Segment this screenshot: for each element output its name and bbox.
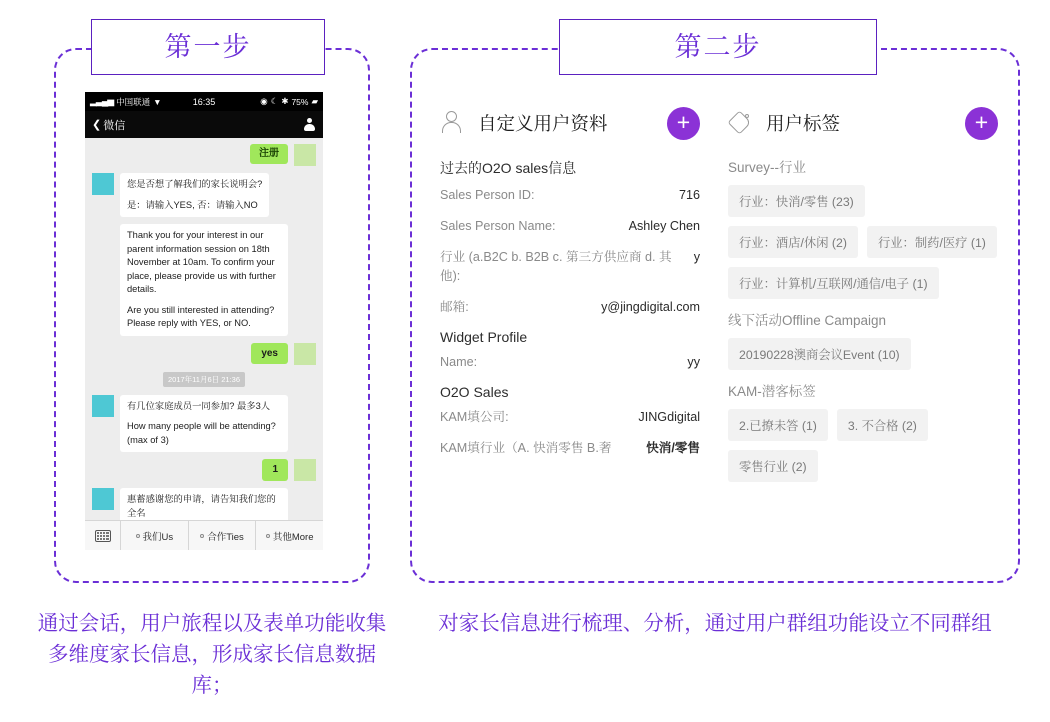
clock-label: 16:35: [192, 96, 216, 107]
field-key: Sales Person Name:: [440, 219, 556, 233]
phone-mockup: [85, 92, 323, 550]
tag-chip[interactable]: 行业：计算机/互联网/通信/电子 (1): [728, 267, 939, 299]
chat-row: [92, 459, 316, 481]
tag-chip[interactable]: 行业：制药/医疗 (1): [867, 226, 997, 258]
moon-icon: ☾: [270, 96, 279, 106]
tag-chip-list: [728, 185, 998, 299]
tag-chip[interactable]: 行业：快消/零售 (23): [728, 185, 865, 217]
chat-thread: [85, 138, 323, 520]
message-line: Are you still interested in attending? Please reply with YES, or NO.: [127, 304, 275, 328]
message-bubble: 1: [262, 459, 288, 481]
avatar: [294, 459, 316, 481]
user-tags-header: [728, 100, 998, 146]
tag-group-title: KAM-潜客标签: [728, 384, 816, 399]
toolbar-item-label: 我们Us: [142, 531, 174, 543]
custom-profile-title: 自定义用户资料: [478, 113, 608, 134]
avatar: [294, 144, 316, 166]
signal-bars-icon: ▂▃▄▅: [90, 96, 114, 106]
field-key: KAM填行业（A. 快消零售 B.奢: [440, 441, 612, 455]
message-line: 惠蓄感谢您的申请，请告知我们您的全名: [127, 494, 276, 518]
field-key: 行业 (a.B2C b. B2B c. 第三方供应商 d. 其他):: [440, 250, 672, 283]
step-two-caption: 对家长信息进行梳理、分析，通过用户群组功能设立不同群组: [438, 612, 992, 635]
toolbar-item-label: 其他More: [272, 531, 314, 543]
field-value: y: [693, 250, 700, 264]
field-value: JINGdigital: [638, 410, 700, 424]
back-label: 微信: [103, 119, 126, 132]
bullet-icon: [136, 534, 140, 538]
user-tags-title: 用户标签: [766, 113, 841, 134]
chat-row: [92, 343, 316, 365]
tag-group-title: 线下活动Offline Campaign: [728, 313, 887, 328]
contact-profile-icon[interactable]: [303, 118, 316, 132]
profile-field: [440, 298, 700, 317]
field-value: 716: [678, 188, 700, 202]
message-line: 是：请输入YES, 否：请输入NO: [127, 199, 258, 210]
toolbar-item-us[interactable]: [121, 521, 189, 550]
add-tag-button[interactable]: +: [965, 107, 998, 140]
avatar: [92, 488, 114, 510]
message-line: Thank you for your interest in our parent information session on 18th November at 10am. To confirm your place, please provide us with further details.: [127, 230, 276, 294]
field-value: yy: [687, 355, 700, 369]
avatar: [92, 395, 114, 417]
profile-field: [440, 408, 700, 427]
chat-row: [92, 224, 316, 336]
avatar: [294, 343, 316, 365]
section-title: Widget Profile: [440, 329, 528, 345]
battery-percent-label: 75%: [291, 96, 309, 107]
bluetooth-icon: ✱: [281, 96, 289, 106]
custom-profile-panel: [440, 100, 700, 470]
phone-navbar: [85, 111, 323, 138]
avatar: [92, 173, 114, 195]
back-button[interactable]: [92, 117, 303, 133]
message-line: How many people will be attending? (max of 3): [127, 421, 276, 445]
tag-chip[interactable]: 20190228澳商会议Event (10): [728, 338, 911, 370]
profile-field: [440, 248, 700, 286]
battery-icon: ▰: [311, 96, 318, 106]
tag-group-title: Survey--行业: [728, 160, 807, 175]
keyboard-icon[interactable]: [85, 521, 121, 550]
profile-field: [440, 217, 700, 236]
message-line: 有几位家庭成员一同参加? 最多3人: [127, 400, 271, 411]
toolbar-item-label: 合作Ties: [207, 531, 244, 543]
tag-chip[interactable]: 零售行业 (2): [728, 450, 818, 482]
chat-row: [92, 395, 316, 453]
field-key: 邮箱:: [440, 300, 469, 314]
chat-row: [92, 173, 316, 217]
field-value: y@jingdigital.com: [601, 300, 700, 314]
tag-chip[interactable]: 2.已撩未答 (1): [728, 409, 828, 441]
profile-field: [440, 353, 700, 372]
message-bubble: yes: [251, 343, 288, 365]
tag-chip-list: [728, 409, 998, 482]
alarm-icon: ◉: [260, 96, 268, 106]
message-bubble: [120, 173, 269, 217]
register-chip[interactable]: 注册: [250, 144, 288, 164]
carrier-label: 中国联通: [116, 96, 151, 107]
toolbar-item-ties[interactable]: [189, 521, 257, 550]
section-title: 过去的O2O sales信息: [440, 160, 577, 176]
step-one-badge: 第一步: [91, 19, 325, 75]
bullet-icon: [266, 534, 270, 538]
field-key: Name:: [440, 355, 478, 369]
chat-row-register: [92, 144, 316, 166]
field-value: 快消/零售: [646, 441, 700, 455]
message-bubble: [120, 395, 288, 453]
section-title: O2O Sales: [440, 384, 509, 400]
step-two-badge: 第二步: [559, 19, 877, 75]
tag-chip[interactable]: 行业：酒店/休闲 (2): [728, 226, 858, 258]
add-profile-field-button[interactable]: +: [667, 107, 700, 140]
profile-field: [440, 186, 700, 205]
user-tags-panel: [728, 100, 998, 488]
phone-statusbar: [85, 92, 323, 111]
bullet-icon: [200, 534, 204, 538]
wifi-icon: ▼: [153, 96, 162, 107]
chat-toolbar: [85, 520, 323, 550]
field-key: KAM填公司:: [440, 410, 509, 424]
toolbar-item-more[interactable]: [256, 521, 323, 550]
field-key: Sales Person ID:: [440, 188, 535, 202]
field-value: Ashley Chen: [628, 219, 700, 233]
profile-field: [440, 439, 700, 458]
message-line: 您是否想了解我们的家长说明会?: [127, 179, 263, 189]
message-bubble: [120, 224, 288, 336]
tag-icon: [728, 111, 754, 135]
custom-profile-header: [440, 100, 700, 146]
tag-chip-list: [728, 338, 998, 370]
tag-chip[interactable]: 3. 不合格 (2): [837, 409, 928, 441]
chat-timestamp: 2017年11月6日 21:36: [163, 372, 245, 387]
chevron-left-icon: ❮: [92, 119, 102, 131]
user-profile-icon: [440, 110, 466, 136]
step-one-caption: 通过会话，用户旅程以及表单功能收集多维度家长信息，形成家长信息数据库；: [37, 612, 387, 697]
